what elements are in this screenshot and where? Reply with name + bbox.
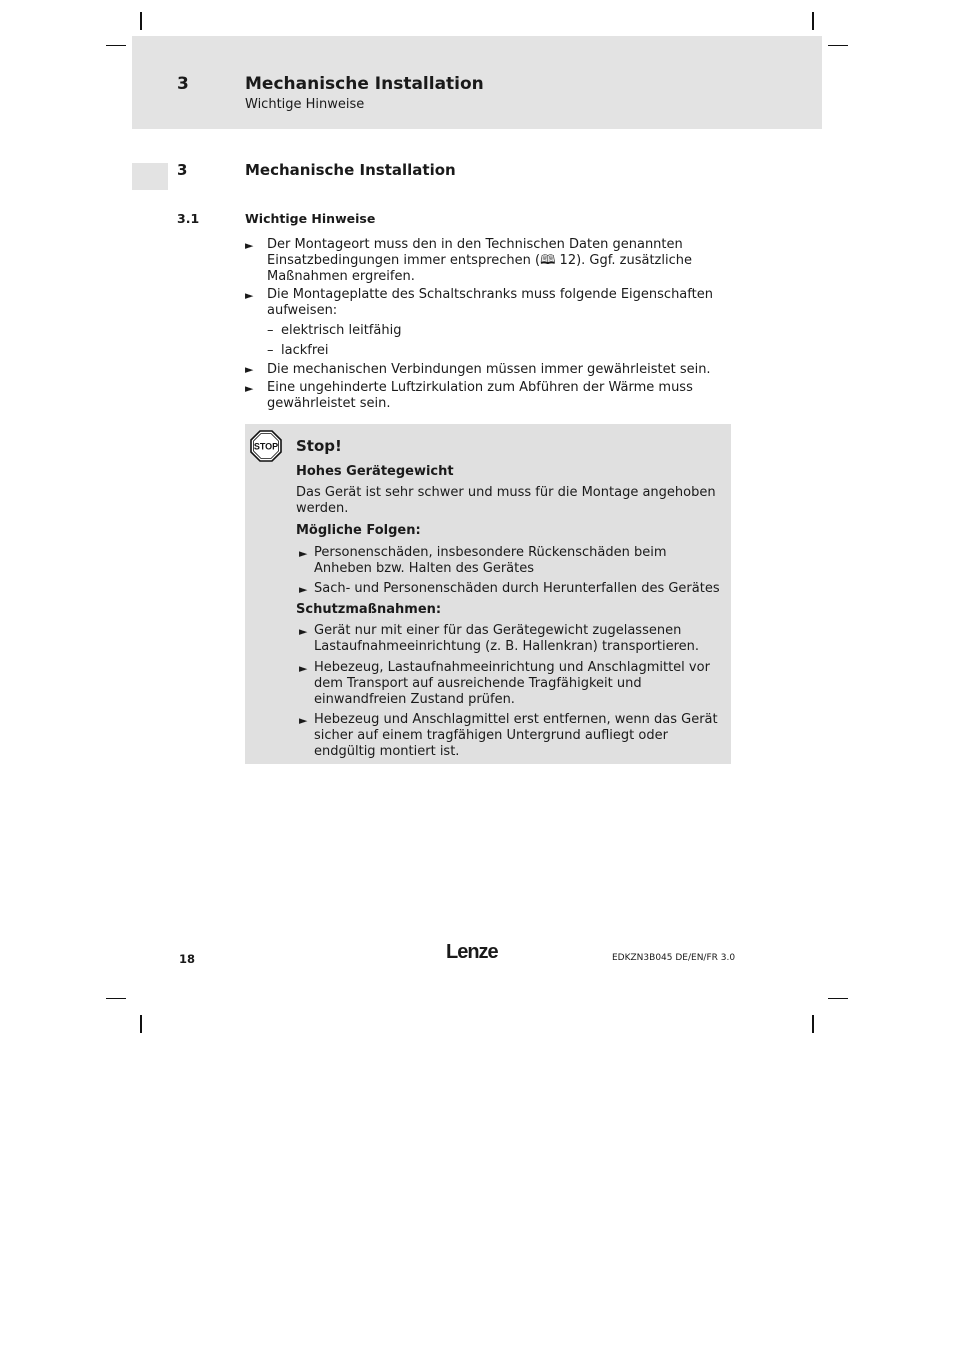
stop-icon-label: STOP xyxy=(253,441,279,452)
lenze-logo: Lenze xyxy=(446,941,498,963)
list-item: Der Montageort muss den in den Technischen Daten genannten Einsatzbedingungen immer entsprechen (🕮 12). Ggf. zusätzliche Maßnahmen ergreifen. xyxy=(267,237,692,284)
section-title: Mechanische Installation xyxy=(245,161,456,179)
crop-mark xyxy=(828,998,848,999)
crop-mark xyxy=(140,12,142,30)
crop-mark xyxy=(812,12,814,30)
measures-heading: Schutzmaßnahmen: xyxy=(296,602,442,617)
stop-sign-icon xyxy=(250,430,282,462)
sub-list-item: lackfrei xyxy=(281,343,329,358)
crop-mark xyxy=(812,1015,814,1033)
section-tab-marker xyxy=(132,163,168,190)
measure-item: Hebezeug und Anschlagmittel erst entfernen, wenn das Gerät sicher auf einem tragfähigen Untergrund aufliegt oder endgültig montiert ist. xyxy=(314,712,718,759)
hazard-heading: Hohes Gerätegewicht xyxy=(296,464,454,479)
section-number: 3 xyxy=(177,161,188,179)
bullet-arrow-icon: ► xyxy=(299,662,308,675)
bullet-arrow-icon: ► xyxy=(245,239,254,252)
bullet-arrow-icon: ► xyxy=(245,363,254,376)
sub-list-item: elektrisch leitfähig xyxy=(281,323,402,338)
bullet-arrow-icon: ► xyxy=(245,289,254,302)
warning-title: Stop! xyxy=(296,437,342,455)
chapter-title: Mechanische Installation xyxy=(245,74,484,94)
crop-mark xyxy=(106,45,126,46)
document-id: EDKZN3B045 DE/EN/FR 3.0 xyxy=(612,953,736,963)
list-item: Die mechanischen Verbindungen müssen immer gewährleistet sein. xyxy=(267,362,711,377)
consequences-heading: Mögliche Folgen: xyxy=(296,523,421,538)
hazard-description: Das Gerät ist sehr schwer und muss für die Montage angehoben werden. xyxy=(296,485,716,516)
list-item: Die Montageplatte des Schaltschranks muss folgende Eigenschaften aufweisen: xyxy=(267,287,713,318)
consequence-item: Sach- und Personenschäden durch Herunterfallen des Gerätes xyxy=(314,581,720,596)
consequence-item: Personenschäden, insbesondere Rückenschäden beim Anheben bzw. Halten des Gerätes xyxy=(314,545,667,576)
crop-mark xyxy=(140,1015,142,1033)
bullet-arrow-icon: ► xyxy=(299,625,308,638)
subsection-title: Wichtige Hinweise xyxy=(245,211,376,226)
bullet-arrow-icon: ► xyxy=(299,547,308,560)
chapter-subtitle: Wichtige Hinweise xyxy=(245,97,365,112)
measure-item: Gerät nur mit einer für das Gerätegewicht zugelassenen Lastaufnahmeeinrichtung (z. B. Hallenkran) transportieren. xyxy=(314,623,700,654)
subsection-number: 3.1 xyxy=(177,211,200,226)
crop-mark xyxy=(106,998,126,999)
page-number: 18 xyxy=(179,952,196,966)
bullet-arrow-icon: ► xyxy=(299,714,308,727)
bullet-arrow-icon: ► xyxy=(245,382,254,395)
measure-item: Hebezeug, Lastaufnahmeeinrichtung und Anschlagmittel vor dem Transport auf ausreichende Tragfähigkeit und einwandfreien Zustand prüfen. xyxy=(314,660,710,707)
dash-icon: – xyxy=(267,343,274,358)
chapter-number: 3 xyxy=(177,74,189,94)
dash-icon: – xyxy=(267,323,274,338)
list-item: Eine ungehinderte Luftzirkulation zum Abführen der Wärme muss gewährleistet sein. xyxy=(267,380,693,411)
bullet-arrow-icon: ► xyxy=(299,583,308,596)
crop-mark xyxy=(828,45,848,46)
